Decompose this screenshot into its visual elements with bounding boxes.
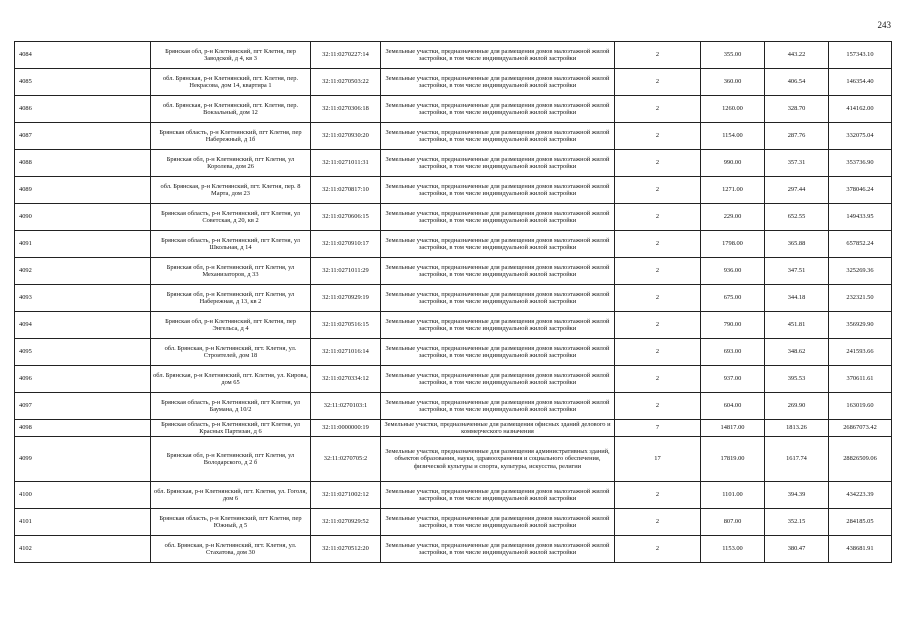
area-cell: 1154.00: [701, 123, 765, 150]
area-cell: 17819.00: [701, 437, 765, 482]
area-cell: 1153.00: [701, 536, 765, 563]
use-category-cell: 2: [615, 536, 701, 563]
table-row: [15, 42, 892, 69]
specific-value-cell: 347.51: [765, 258, 829, 285]
row-number-cell: 4087: [15, 123, 151, 150]
use-category-cell: 2: [615, 285, 701, 312]
address-cell: обл. Брянская, р-н Клетнянский, пгт. Клетня, ул. Гоголя, дом 6: [151, 482, 311, 509]
permitted-use-cell: Земельные участки, предназначенные для размещения домов малоэтажной жилой застройки, в том числе индивидуальной жилой застройки: [381, 258, 615, 285]
cadastral-number-cell: 32:11:0270606:15: [311, 204, 381, 231]
permitted-use-cell: Земельные участки, предназначенные для размещения домов малоэтажной жилой застройки, в том числе индивидуальной жилой застройки: [381, 42, 615, 69]
table-row: [15, 312, 892, 339]
cadastral-value-cell: 378046.24: [829, 177, 892, 204]
cadastral-value-cell: 332075.04: [829, 123, 892, 150]
use-category-cell: 2: [615, 177, 701, 204]
page-number: 243: [877, 20, 891, 30]
table-row: [15, 285, 892, 312]
cadastral-value-cell: 241593.66: [829, 339, 892, 366]
cadastral-number-cell: 32:11:0270334:12: [311, 366, 381, 393]
table-row: [15, 366, 892, 393]
row-number-cell: 4095: [15, 339, 151, 366]
use-category-cell: 2: [615, 366, 701, 393]
area-cell: 1260.00: [701, 96, 765, 123]
cadastral-number-cell: 32:11:0271011:29: [311, 258, 381, 285]
specific-value-cell: 1617.74: [765, 437, 829, 482]
permitted-use-cell: Земельные участки, предназначенные для размещения домов малоэтажной жилой застройки, в том числе индивидуальной жилой застройки: [381, 312, 615, 339]
permitted-use-cell: Земельные участки, предназначенные для размещения домов малоэтажной жилой застройки, в том числе индивидуальной жилой застройки: [381, 366, 615, 393]
use-category-cell: 2: [615, 393, 701, 420]
use-category-cell: 2: [615, 123, 701, 150]
row-number-cell: 4088: [15, 150, 151, 177]
specific-value-cell: 348.62: [765, 339, 829, 366]
specific-value-cell: 652.55: [765, 204, 829, 231]
specific-value-cell: 380.47: [765, 536, 829, 563]
land-plots-table: [14, 41, 892, 563]
use-category-cell: 2: [615, 482, 701, 509]
use-category-cell: 2: [615, 312, 701, 339]
area-cell: 1798.00: [701, 231, 765, 258]
row-number-cell: 4091: [15, 231, 151, 258]
cadastral-value-cell: 438681.91: [829, 536, 892, 563]
table-row: [15, 437, 892, 482]
cadastral-value-cell: 356929.90: [829, 312, 892, 339]
area-cell: 936.00: [701, 258, 765, 285]
permitted-use-cell: Земельные участки, предназначенные для размещения домов малоэтажной жилой застройки, в том числе индивидуальной жилой застройки: [381, 393, 615, 420]
address-cell: Брянская обл, р-н Клетнянский, пгт Клетня, ул Механизаторов, д 33: [151, 258, 311, 285]
row-number-cell: 4100: [15, 482, 151, 509]
permitted-use-cell: Земельные участки, предназначенные для размещения домов малоэтажной жилой застройки, в том числе индивидуальной жилой застройки: [381, 482, 615, 509]
cadastral-value-cell: 163019.60: [829, 393, 892, 420]
row-number-cell: 4084: [15, 42, 151, 69]
area-cell: 1271.00: [701, 177, 765, 204]
use-category-cell: 2: [615, 509, 701, 536]
cadastral-number-cell: 32:11:0000000:19: [311, 420, 381, 437]
cadastral-number-cell: 32:11:0270227:14: [311, 42, 381, 69]
area-cell: 807.00: [701, 509, 765, 536]
specific-value-cell: 451.81: [765, 312, 829, 339]
cadastral-value-cell: 657852.24: [829, 231, 892, 258]
area-cell: 937.00: [701, 366, 765, 393]
cadastral-number-cell: 32:11:0270705:2: [311, 437, 381, 482]
cadastral-value-cell: 149433.95: [829, 204, 892, 231]
cadastral-number-cell: 32:11:0270929:52: [311, 509, 381, 536]
cadastral-number-cell: 32:11:0271016:14: [311, 339, 381, 366]
cadastral-value-cell: 370611.61: [829, 366, 892, 393]
row-number-cell: 4102: [15, 536, 151, 563]
table-row: [15, 393, 892, 420]
cadastral-number-cell: 32:11:0270929:19: [311, 285, 381, 312]
specific-value-cell: 297.44: [765, 177, 829, 204]
cadastral-number-cell: 32:11:0270512:20: [311, 536, 381, 563]
cadastral-value-cell: 353736.90: [829, 150, 892, 177]
specific-value-cell: 394.39: [765, 482, 829, 509]
table-row: [15, 339, 892, 366]
address-cell: обл. Брянская, р-н Клетнянский, пгт. Клетня, пер. Некрасова, дом 14, квартира 1: [151, 69, 311, 96]
specific-value-cell: 344.18: [765, 285, 829, 312]
table-row: [15, 204, 892, 231]
specific-value-cell: 443.22: [765, 42, 829, 69]
cadastral-value-cell: 284185.05: [829, 509, 892, 536]
specific-value-cell: 406.54: [765, 69, 829, 96]
address-cell: Брянская область, р-н Клетнянский, пгт Клетня, ул Красных Партизан, д 6: [151, 420, 311, 437]
row-number-cell: 4096: [15, 366, 151, 393]
address-cell: обл. Брянская, р-н Клетнянский, пгт. Клетня, пер. 8 Марта, дом 23: [151, 177, 311, 204]
permitted-use-cell: Земельные участки, предназначенные для размещения домов малоэтажной жилой застройки, в том числе индивидуальной жилой застройки: [381, 204, 615, 231]
cadastral-number-cell: 32:11:0270910:17: [311, 231, 381, 258]
table-row: [15, 258, 892, 285]
permitted-use-cell: Земельные участки, предназначенные для размещения домов малоэтажной жилой застройки, в том числе индивидуальной жилой застройки: [381, 96, 615, 123]
specific-value-cell: 1813.26: [765, 420, 829, 437]
specific-value-cell: 352.15: [765, 509, 829, 536]
permitted-use-cell: Земельные участки, предназначенные для размещения домов малоэтажной жилой застройки, в том числе индивидуальной жилой застройки: [381, 536, 615, 563]
table-row: [15, 69, 892, 96]
cadastral-number-cell: 32:11:0270103:1: [311, 393, 381, 420]
cadastral-number-cell: 32:11:0270817:10: [311, 177, 381, 204]
address-cell: обл. Брянская, р-н Клетнянский, пгт. Клетня, пер. Вокзальный, дом 12: [151, 96, 311, 123]
address-cell: обл. Брянская, р-н Клетнянский, пгт. Клетня, ул. Строителей, дом 18: [151, 339, 311, 366]
cadastral-value-cell: 232321.50: [829, 285, 892, 312]
specific-value-cell: 328.70: [765, 96, 829, 123]
address-cell: Брянская область, р-н Клетнянский, пгт Клетня, ул Баумана, д 10/2: [151, 393, 311, 420]
table-row: [15, 231, 892, 258]
use-category-cell: 2: [615, 339, 701, 366]
specific-value-cell: 395.53: [765, 366, 829, 393]
area-cell: 990.00: [701, 150, 765, 177]
row-number-cell: 4092: [15, 258, 151, 285]
address-cell: обл. Брянская, р-н Клетнянский, пгт. Клетня, ул. Кирова, дом 65: [151, 366, 311, 393]
table-row: [15, 536, 892, 563]
permitted-use-cell: Земельные участки, предназначенные для размещения домов малоэтажной жилой застройки, в том числе индивидуальной жилой застройки: [381, 177, 615, 204]
address-cell: Брянская обл, р-н Клетнянский, пгт Клетня, ул Набережная, д 13, кв 2: [151, 285, 311, 312]
permitted-use-cell: Земельные участки, предназначенные для размещения домов малоэтажной жилой застройки, в том числе индивидуальной жилой застройки: [381, 150, 615, 177]
area-cell: 14817.00: [701, 420, 765, 437]
row-number-cell: 4098: [15, 420, 151, 437]
cadastral-number-cell: 32:11:0271011:31: [311, 150, 381, 177]
row-number-cell: 4093: [15, 285, 151, 312]
row-number-cell: 4097: [15, 393, 151, 420]
cadastral-value-cell: 28826509.06: [829, 437, 892, 482]
specific-value-cell: 365.88: [765, 231, 829, 258]
address-cell: Брянская обл, р-н Клетнянский, пгт Клетня, пер Энгельса, д 4: [151, 312, 311, 339]
cadastral-number-cell: 32:11:0270516:15: [311, 312, 381, 339]
use-category-cell: 2: [615, 42, 701, 69]
cadastral-number-cell: 32:11:0270306:18: [311, 96, 381, 123]
area-cell: 693.00: [701, 339, 765, 366]
address-cell: Брянская область, р-н Клетнянский, пгт Клетня, пер Южный, д 5: [151, 509, 311, 536]
table-row: [15, 150, 892, 177]
area-cell: 790.00: [701, 312, 765, 339]
address-cell: Брянская область, р-н Клетнянский, пгт Клетня, ул Школьная, д 14: [151, 231, 311, 258]
row-number-cell: 4099: [15, 437, 151, 482]
row-number-cell: 4090: [15, 204, 151, 231]
table-row: [15, 123, 892, 150]
row-number-cell: 4094: [15, 312, 151, 339]
cadastral-value-cell: 434223.39: [829, 482, 892, 509]
permitted-use-cell: Земельные участки, предназначенные для размещения домов малоэтажной жилой застройки, в том числе индивидуальной жилой застройки: [381, 339, 615, 366]
use-category-cell: 2: [615, 150, 701, 177]
cadastral-value-cell: 414162.00: [829, 96, 892, 123]
address-cell: Брянская область, р-н Клетнянский, пгт Клетня, пер Набережный, д 1б: [151, 123, 311, 150]
cadastral-number-cell: 32:11:0270503:22: [311, 69, 381, 96]
specific-value-cell: 269.90: [765, 393, 829, 420]
use-category-cell: 7: [615, 420, 701, 437]
area-cell: 675.00: [701, 285, 765, 312]
area-cell: 360.00: [701, 69, 765, 96]
permitted-use-cell: Земельные участки, предназначенные для размещения административных зданий, объектов образования, науки, здравоохранения и социального обеспечения, физической культуры и спорта, культуры, искусства, религии: [381, 437, 615, 482]
area-cell: 229.00: [701, 204, 765, 231]
area-cell: 604.00: [701, 393, 765, 420]
row-number-cell: 4101: [15, 509, 151, 536]
permitted-use-cell: Земельные участки, предназначенные для размещения офисных зданий делового и коммерческого назначения: [381, 420, 615, 437]
use-category-cell: 2: [615, 258, 701, 285]
use-category-cell: 2: [615, 96, 701, 123]
use-category-cell: 2: [615, 204, 701, 231]
permitted-use-cell: Земельные участки, предназначенные для размещения домов малоэтажной жилой застройки, в том числе индивидуальной жилой застройки: [381, 123, 615, 150]
cadastral-value-cell: 325269.36: [829, 258, 892, 285]
specific-value-cell: 287.76: [765, 123, 829, 150]
cadastral-number-cell: 32:11:0270930:20: [311, 123, 381, 150]
permitted-use-cell: Земельные участки, предназначенные для размещения домов малоэтажной жилой застройки, в том числе индивидуальной жилой застройки: [381, 69, 615, 96]
use-category-cell: 2: [615, 69, 701, 96]
address-cell: Брянская обл, р-н Клетнянский, пгт Клетня, пер Заводской, д 4, кв 3: [151, 42, 311, 69]
address-cell: Брянская обл, р-н Клетнянский, пгт Клетня, ул Королева, дом 26: [151, 150, 311, 177]
row-number-cell: 4089: [15, 177, 151, 204]
use-category-cell: 2: [615, 231, 701, 258]
row-number-cell: 4085: [15, 69, 151, 96]
cadastral-value-cell: 146354.40: [829, 69, 892, 96]
table-row: [15, 420, 892, 437]
cadastral-value-cell: 26867073.42: [829, 420, 892, 437]
row-number-cell: 4086: [15, 96, 151, 123]
address-cell: Брянская область, р-н Клетнянский, пгт Клетня, ул Советская, д 20, кв 2: [151, 204, 311, 231]
area-cell: 1101.00: [701, 482, 765, 509]
use-category-cell: 17: [615, 437, 701, 482]
cadastral-number-cell: 32:11:0271002:12: [311, 482, 381, 509]
table-row: [15, 177, 892, 204]
permitted-use-cell: Земельные участки, предназначенные для размещения домов малоэтажной жилой застройки, в том числе индивидуальной жилой застройки: [381, 509, 615, 536]
address-cell: обл. Брянская, р-н Клетнянский, пгт. Клетня, ул. Стахатова, дом 30: [151, 536, 311, 563]
area-cell: 355.00: [701, 42, 765, 69]
table-row: [15, 96, 892, 123]
permitted-use-cell: Земельные участки, предназначенные для размещения домов малоэтажной жилой застройки, в том числе индивидуальной жилой застройки: [381, 231, 615, 258]
cadastral-value-cell: 157343.10: [829, 42, 892, 69]
specific-value-cell: 357.31: [765, 150, 829, 177]
address-cell: Брянская обл, р-н Клетнянский, пгт Клетня, ул Володарского, д 2 б: [151, 437, 311, 482]
table-row: [15, 509, 892, 536]
table-row: [15, 482, 892, 509]
permitted-use-cell: Земельные участки, предназначенные для размещения домов малоэтажной жилой застройки, в том числе индивидуальной жилой застройки: [381, 285, 615, 312]
